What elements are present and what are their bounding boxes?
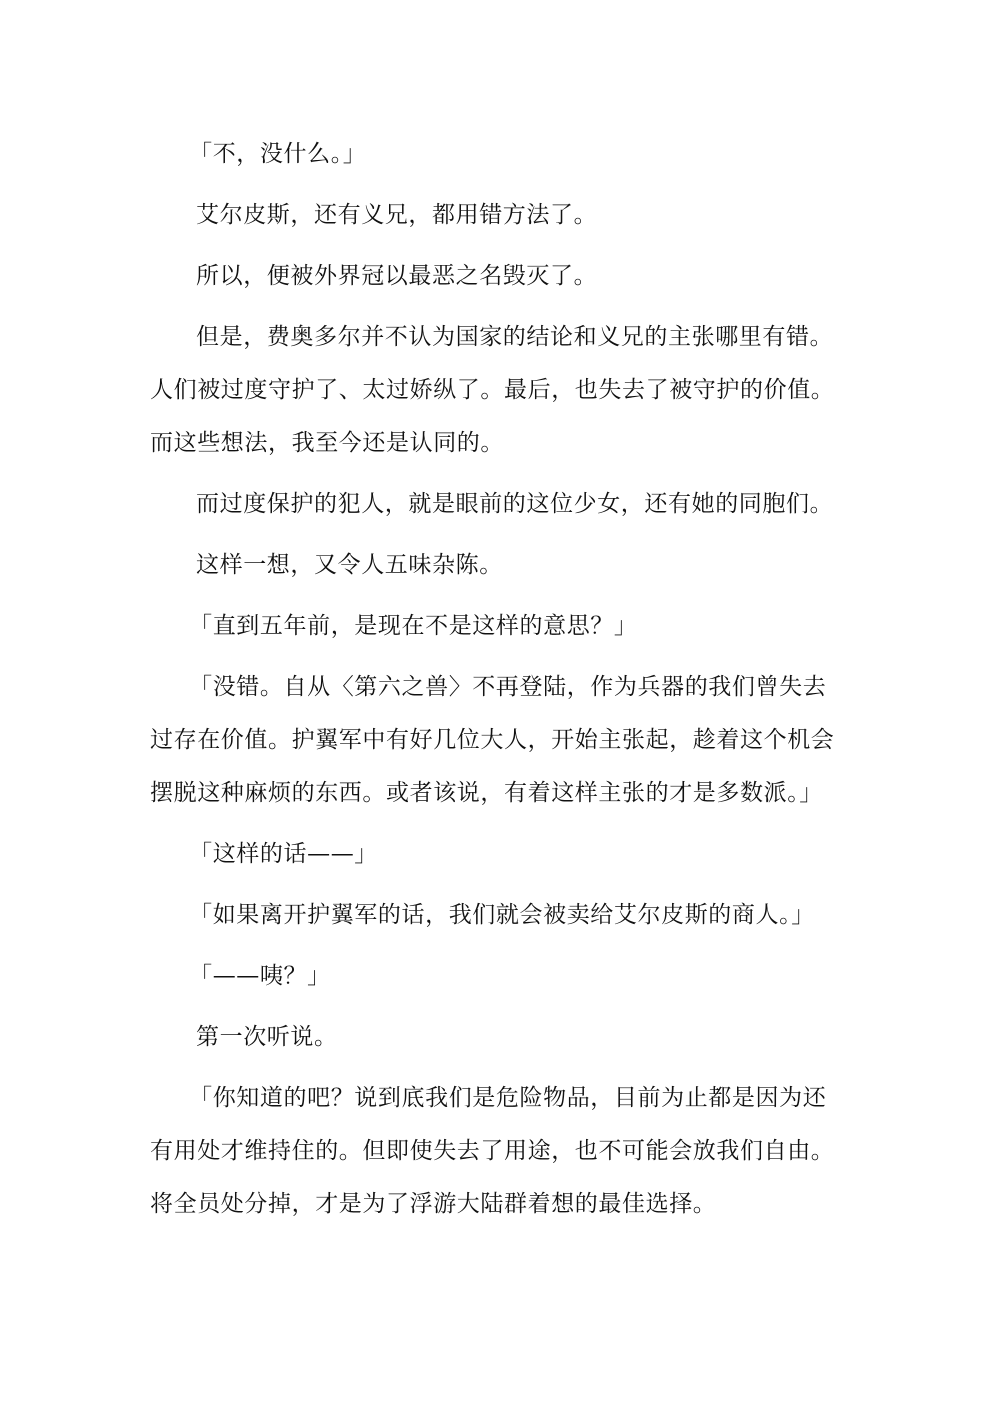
paragraph: 第一次听说。	[196, 1024, 338, 1050]
paragraph: 而过度保护的犯人，就是眼前的这位少女，还有她的同胞们。	[196, 491, 834, 517]
paragraph: 「直到五年前，是现在不是这样的意思？」	[189, 613, 638, 639]
paragraph: 「你知道的吧？说到底我们是危险物品，目前为止都是因为还有用处才维持住的。但即使失去了用途，也不可能会放我们自由。将全员处分掉，才是为了浮游大陆群着想的最佳选择。	[150, 1085, 835, 1217]
paragraph: 艾尔皮斯，还有义兄，都用错方法了。	[196, 202, 598, 228]
paragraph: 这样一想，又令人五味杂陈。	[196, 552, 503, 578]
paragraph: 但是，费奥多尔并不认为国家的结论和义兄的主张哪里有错。人们被过度守护了、太过娇纵了。最后，也失去了被守护的价值。而这些想法，我至今还是认同的。	[150, 324, 835, 456]
paragraph: 「——咦？」	[189, 963, 331, 989]
body-text	[150, 128, 844, 1231]
paragraph: 所以，便被外界冠以最恶之名毁灭了。	[196, 263, 598, 289]
paragraph: 「如果离开护翼军的话，我们就会被卖给艾尔皮斯的商人。」	[189, 902, 815, 928]
paragraph: 「这样的话——」	[189, 841, 378, 867]
paragraph: 「不，没什么。」	[189, 141, 367, 167]
paragraph: 「没错。自从〈第六之兽〉不再登陆，作为兵器的我们曾失去过存在价值。护翼军中有好几位大人，开始主张起，趁着这个机会摆脱这种麻烦的东西。或者该说，有着这样主张的才是多数派。」	[150, 674, 835, 806]
